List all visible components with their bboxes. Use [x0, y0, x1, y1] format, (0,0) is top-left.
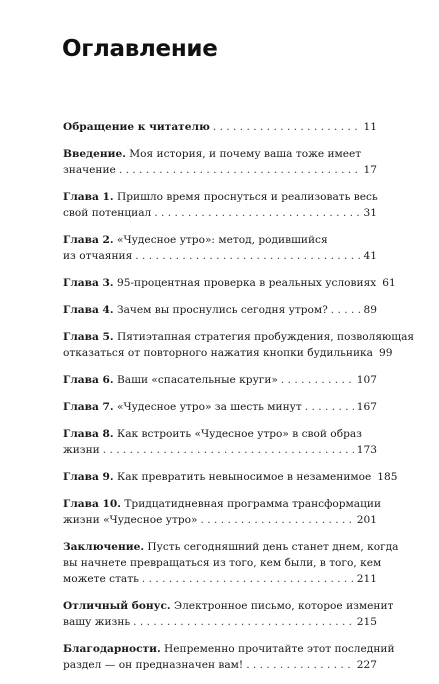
- toc-entry-label: Глава 1.: [63, 191, 114, 203]
- toc-entry-first-line: [63, 189, 377, 205]
- toc-entry-title: 95-процентная проверка в реальных условиях: [113, 277, 377, 289]
- toc-entry-title: Пришло время проснуться и реализовать весь: [113, 191, 378, 203]
- toc-entry: [63, 232, 377, 264]
- table-of-contents: [63, 119, 415, 684]
- toc-entry-last-line: [63, 119, 377, 135]
- dot-leader: [281, 372, 354, 388]
- toc-entry-title-end: жизни «Чудесное утро»: [63, 514, 198, 526]
- toc-entry-text: [63, 372, 278, 388]
- toc-page-number: 173: [356, 444, 377, 456]
- toc-entry-title: Непременно прочитайте этот последний: [160, 643, 395, 655]
- toc-page-number: 167: [356, 401, 377, 413]
- toc-entry-text: [63, 275, 376, 291]
- toc-entry-title: Пятиэтапная стратегия пробуждения, позволяющая: [113, 331, 415, 343]
- toc-entry-text: [63, 302, 328, 318]
- toc-entry-label: Глава 3.: [63, 277, 114, 289]
- toc-entry-title-end: вашу жизнь: [63, 616, 131, 628]
- toc-entry-title: Электронное письмо, которое изменит: [170, 600, 394, 612]
- toc-entry: [63, 372, 377, 388]
- toc-page-number: 107: [356, 374, 377, 386]
- toc-entry-label: Глава 2.: [63, 234, 114, 246]
- toc-entry-first-line: [63, 496, 382, 512]
- toc-entry-last-line: [63, 469, 398, 485]
- toc-entry-title: Пусть сегодняшний день станет днем, когда: [144, 541, 399, 553]
- toc-page-number: 227: [356, 659, 377, 671]
- toc-entry-last-line: [63, 345, 393, 361]
- toc-entry-last-line: [63, 399, 377, 415]
- toc-entry-label: Обращение к читателю: [63, 121, 210, 133]
- toc-entry-label: Глава 7.: [63, 401, 114, 413]
- dot-leader: [154, 205, 360, 221]
- toc-entry-title-end: можете стать: [63, 573, 139, 585]
- toc-entry-last-line: [63, 275, 396, 291]
- dot-leader: [119, 162, 361, 178]
- dot-leader: [103, 442, 354, 458]
- toc-entry-title-end: свой потенциал: [63, 207, 152, 219]
- page-title: Оглавление: [62, 36, 218, 62]
- toc-entry-last-line: [63, 571, 377, 587]
- dot-leader: [201, 512, 354, 528]
- toc-page-number: 17: [363, 164, 377, 176]
- toc-entry-title-end: раздел — он предназначен вам!: [63, 659, 244, 671]
- toc-entry-last-line: [63, 302, 377, 318]
- toc-entry-title: «Чудесное утро» за шесть минут: [113, 401, 302, 413]
- toc-entry-last-line: [63, 442, 377, 458]
- toc-entry-first-line: [63, 539, 399, 555]
- toc-entry-last-line: [63, 248, 377, 264]
- toc-entry-title: Ваши «спасательные круги»: [113, 374, 278, 386]
- toc-entry-first-line: [63, 598, 394, 614]
- toc-entry-last-line: [63, 512, 377, 528]
- toc-entry-title: Моя история, и почему ваша тоже имеет: [125, 148, 362, 160]
- toc-entry-first-line: [63, 426, 377, 442]
- toc-entry: [63, 539, 399, 587]
- dot-leader: [331, 302, 361, 318]
- dot-leader: [142, 571, 354, 587]
- dot-leader: [246, 657, 354, 673]
- toc-entry-last-line: [63, 657, 377, 673]
- dot-leader: [135, 248, 360, 264]
- toc-entry: [63, 426, 377, 458]
- toc-entry: [63, 598, 394, 630]
- toc-entry-label: Глава 9.: [63, 471, 114, 483]
- toc-entry-label: Благодарности.: [63, 643, 161, 655]
- toc-page-number: 11: [363, 121, 377, 133]
- toc-entry-last-line: [63, 614, 377, 630]
- toc-entry: [63, 146, 377, 178]
- toc-entry-title: Как превратить невыносимое в незаменимое: [113, 471, 372, 483]
- toc-entry: [63, 189, 377, 221]
- toc-entry: [63, 496, 382, 528]
- toc-entry: [63, 641, 395, 673]
- toc-entry-first-line: [63, 232, 377, 248]
- toc-entry-text: [63, 399, 302, 415]
- toc-entry-first-line: [63, 146, 377, 162]
- toc-entry: [63, 329, 415, 361]
- toc-entry-first-line: [63, 329, 415, 345]
- toc-entry: [63, 399, 377, 415]
- toc-entry: [63, 119, 377, 135]
- toc-entry-title: Как встроить «Чудесное утро» в свой образ: [113, 428, 362, 440]
- toc-page-number: 61: [382, 277, 396, 289]
- toc-entry-title: Тридцатидневная программа трансформации: [121, 498, 382, 510]
- toc-page-number: 215: [356, 616, 377, 628]
- toc-page-number: 89: [363, 304, 377, 316]
- toc-entry-first-line: [63, 641, 395, 657]
- toc-entry-title: «Чудесное утро»: метод, родившийся: [113, 234, 328, 246]
- toc-entry-continued-line: вы начнете превращаться из того, кем были, в того, кем: [63, 557, 382, 569]
- toc-page-number: 41: [363, 250, 377, 262]
- toc-entry-title-end: значение: [63, 164, 116, 176]
- toc-page-number: 99: [378, 347, 393, 359]
- toc-entry-last-line: [63, 162, 377, 178]
- toc-entry-label: Глава 5.: [63, 331, 114, 343]
- toc-entry-last-line: [63, 205, 377, 221]
- toc-entry-title-end: из отчаяния: [63, 250, 133, 262]
- dot-leader: [305, 399, 354, 415]
- toc-entry-label: Введение.: [63, 148, 126, 160]
- toc-entry-title-end: отказаться от повторного нажатия кнопки будильника: [63, 347, 373, 359]
- toc-page-number: 201: [356, 514, 377, 526]
- toc-entry-label: Глава 4.: [63, 304, 114, 316]
- toc-page-number: 31: [363, 207, 377, 219]
- toc-page-number: 185: [377, 471, 398, 483]
- toc-entry-label: Отличный бонус.: [63, 600, 171, 612]
- toc-entry-title-end: жизни: [63, 444, 100, 456]
- toc-entry-label: Глава 10.: [63, 498, 121, 510]
- dot-leader: [133, 614, 354, 630]
- dot-leader: [213, 119, 361, 135]
- toc-entry-label: Глава 8.: [63, 428, 114, 440]
- toc-page-number: 211: [356, 573, 377, 585]
- toc-entry: [63, 469, 398, 485]
- toc-entry-last-line: [63, 372, 377, 388]
- toc-entry-label: Глава 6.: [63, 374, 114, 386]
- toc-entry-label: Заключение.: [63, 541, 145, 553]
- toc-entry: [63, 275, 396, 291]
- toc-entry: [63, 302, 377, 318]
- toc-entry-title: Зачем вы проснулись сегодня утром?: [113, 304, 328, 316]
- toc-entry-text: [63, 469, 371, 485]
